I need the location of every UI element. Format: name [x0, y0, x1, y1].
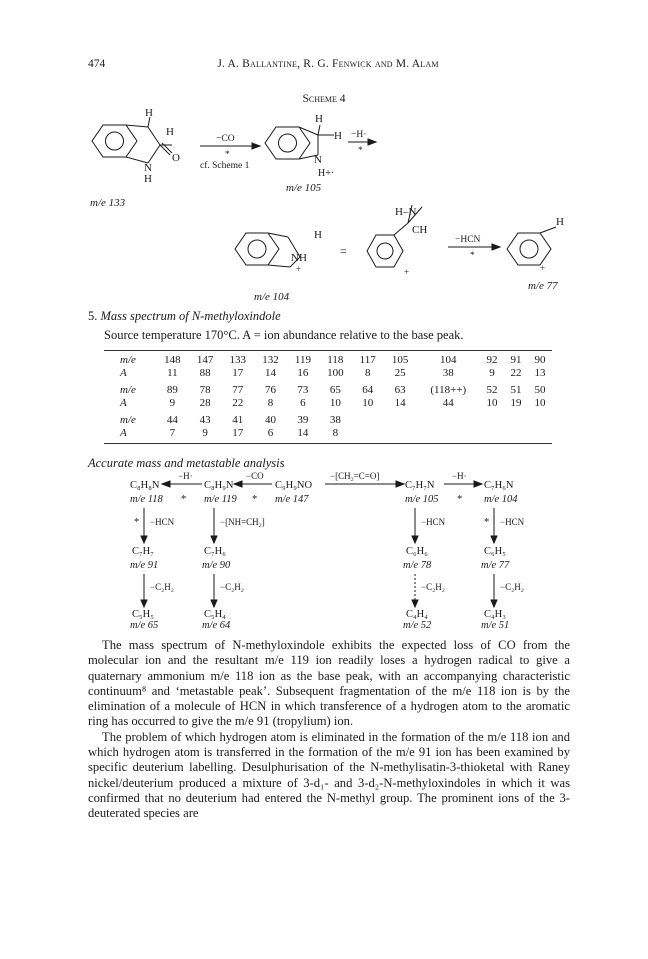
table-cell: 22 [232, 397, 244, 409]
atom-h-plus: H+· [318, 168, 335, 179]
table-cell: 17 [232, 367, 244, 379]
me-77: m/e 77 [481, 560, 510, 571]
paragraph-1: The mass spectrum of N-methyloxindole exhibits the expected loss of CO from the molecular ion and the resultant m/e 119 ion readily loses a hydrogen radical to give a quaternary ammonium m/e 118 ion as the base peak, with an accompanying characteristic continuum⁸ and ‘metastable peak’. Subsequent fragmentation of the m/e 118 ion is by the elimination of a molecule of HCN in which transference of a hydrogen atom to the aromatic ring has occurred to give the m/e 91 (tropylium) ion. [88, 638, 570, 729]
table-cell: 92 [480, 351, 504, 368]
label-minus-h-2: −H· [452, 471, 467, 481]
table-cell: 13 [534, 367, 546, 379]
page-number: 474 [88, 58, 106, 70]
formula-c5h5: C₅H₅ [132, 609, 154, 620]
table-row [104, 427, 552, 444]
atom-h-7: H [556, 216, 564, 228]
table-cell: 14 [287, 427, 319, 444]
table-cell: 10 [362, 397, 374, 409]
label-m77: m/e 77 [528, 280, 558, 292]
me-105: m/e 105 [405, 494, 439, 505]
paragraph-2: The problem of which hydrogen atom is eliminated in the formation of the m/e 118 ion and which hydrogen atom is transferred in the formation of the m/e 91 ion has been examined by specific deuterium labelling. Desulphurisation of the N-methylisatin-3-thioketal with Raney nickel/deuterium produced a mixture of 3-d₁- and 3-d₂-N-methyloxindoles in which it was confirmed that no deuterium had entered the N-methyl group. The prominent ions of the 3-deuterated species are [88, 729, 570, 821]
fragmentation-diagram [0, 470, 648, 630]
label-nhch2: −[NH=CH₂] [220, 517, 265, 527]
row-label: A [120, 367, 127, 379]
me-52: m/e 52 [403, 620, 432, 631]
label-c2h2-1: −C₂H₂ [150, 582, 174, 592]
atom-n-2: N [314, 154, 322, 166]
table-cell: 88 [199, 367, 211, 379]
atom-h-4: H [315, 113, 323, 125]
table-row [104, 351, 552, 368]
table-cell: 147 [189, 351, 222, 368]
star-4: * [134, 517, 140, 528]
table-cell: (118++) [430, 384, 467, 396]
plus-1: + [296, 264, 302, 274]
formula-c4h4: C₄H₄ [406, 609, 428, 620]
arrow1-ref: cf. Scheme 1 [200, 161, 250, 171]
formula-c5h4: C₅H₄ [204, 609, 226, 620]
table-cell: 119 [287, 351, 319, 368]
formula-c7h7: C₇H₇ [132, 546, 154, 557]
table-cell [480, 410, 504, 427]
table-cell: 118 [319, 351, 352, 368]
formula-c8h9n: C₈H₉N [204, 480, 234, 491]
table-cell: 8 [364, 367, 371, 379]
table-cell: 105 [384, 351, 417, 368]
table-cell: 41 [232, 414, 244, 426]
table-cell: 7 [156, 427, 189, 444]
table-cell [416, 410, 480, 427]
table-cell [504, 410, 528, 427]
oxindole-structure [92, 117, 172, 163]
atom-h-3: H [144, 173, 152, 185]
label-m133: m/e 133 [90, 197, 126, 209]
table-cell: 9 [489, 367, 495, 379]
formula-c8h8n: C₈H₈N [130, 480, 160, 491]
me-119: m/e 119 [204, 494, 237, 505]
atom-h-n: H–N [395, 206, 417, 218]
table-cell: 8 [267, 397, 274, 409]
table-cell [480, 427, 504, 444]
phenyl-cation-structure [507, 227, 556, 265]
table-cell: 63 [394, 384, 406, 396]
row-label: m/e [104, 351, 156, 368]
table-row [104, 367, 552, 380]
table-cell: 104 [416, 351, 480, 368]
me-147: m/e 147 [275, 494, 309, 505]
table-cell [504, 427, 528, 444]
accurate-mass-heading: Accurate mass and metastable analysis [88, 456, 285, 470]
table-cell: 6 [254, 427, 287, 444]
label-m105: m/e 105 [286, 182, 322, 194]
table-row [104, 380, 552, 397]
table-cell: 43 [199, 414, 211, 426]
table-cell: 10 [329, 397, 341, 409]
table-cell: 52 [486, 384, 498, 396]
table-cell: 19 [510, 397, 522, 409]
table-cell: 73 [297, 384, 309, 396]
fragmentation-bottom-labels [0, 620, 648, 634]
section-number: 5. [88, 309, 98, 323]
table-row [104, 397, 552, 410]
body-text [88, 638, 570, 822]
table-cell: 9 [169, 397, 176, 409]
formula-c6h6: C₆H₆ [406, 546, 428, 557]
table-cell [352, 410, 384, 427]
table-cell: 65 [329, 384, 341, 396]
label-c2h2-4: −C₂H₂ [500, 582, 524, 592]
atom-h-2: H [166, 126, 174, 138]
table-cell: 22 [510, 367, 522, 379]
label-hcn-2: −HCN [421, 517, 446, 527]
row-label: A [104, 427, 156, 444]
table-cell [528, 410, 552, 427]
table-cell: 39 [297, 414, 309, 426]
table-cell: 10 [486, 397, 498, 409]
table-cell: 78 [199, 384, 211, 396]
table-cell: 6 [300, 397, 306, 409]
me-91: m/e 91 [130, 560, 159, 571]
scheme-4-diagram [0, 105, 648, 310]
table-cell [352, 427, 384, 444]
table-cell: 11 [167, 367, 178, 379]
table-cell [384, 410, 417, 427]
star-3: * [457, 494, 463, 505]
equals-sign: = [340, 244, 347, 258]
arrow2-star: * [358, 146, 363, 156]
label-m104: m/e 104 [254, 291, 290, 303]
arrow3-label: −HCN [455, 235, 481, 245]
me-51: m/e 51 [481, 620, 510, 631]
table-cell: 77 [232, 384, 244, 396]
table-cell: 14 [265, 367, 277, 379]
table-cell: 28 [199, 397, 211, 409]
table-cell: 40 [265, 414, 277, 426]
table-cell: 8 [319, 427, 352, 444]
table-cell: 100 [327, 367, 344, 379]
me-78: m/e 78 [403, 560, 432, 571]
table-cell: 44 [442, 397, 454, 409]
table-cell: 38 [329, 414, 341, 426]
section-heading [88, 309, 281, 324]
me-118: m/e 118 [130, 494, 163, 505]
source-line: Source temperature 170°C. A = ion abundance relative to the base peak. [104, 328, 464, 342]
label-hcn-3: −HCN [500, 517, 525, 527]
table-cell: 10 [534, 397, 546, 409]
scheme-title: Scheme 4 [302, 93, 346, 105]
formula-c4h3: C₄H₃ [484, 609, 506, 620]
formula-c6h5: C₆H₅ [484, 546, 506, 557]
running-head: J. A. Ballantine, R. G. Fenwick and M. Alam [217, 58, 439, 70]
table-cell: 117 [352, 351, 384, 368]
atom-h-6: H [314, 229, 322, 241]
atom-ch: CH [412, 224, 428, 236]
table-cell: 89 [166, 384, 178, 396]
table-cell: 132 [254, 351, 287, 368]
table-cell: 91 [504, 351, 528, 368]
arrow3-star: * [470, 251, 475, 261]
mass-spectrum-table [104, 350, 552, 444]
formula-c9h9no: C₉H₉NO [275, 480, 313, 491]
formula-c7h7n: C₇H₇N [405, 480, 435, 491]
plus-3: + [540, 263, 546, 273]
table-cell: 38 [442, 367, 454, 379]
atom-h-1: H [145, 107, 153, 119]
label-c2h2-3: −C₂H₂ [421, 582, 445, 592]
table-cell: 64 [362, 384, 374, 396]
table-cell [384, 427, 417, 444]
formula-c7h6n: C₇H₆N [484, 480, 514, 491]
arrow1-star: * [225, 150, 230, 160]
table-cell [528, 427, 552, 444]
arrow1-label: −CO [216, 134, 235, 144]
row-label: m/e [120, 384, 136, 396]
table-cell [416, 427, 480, 444]
section-title: Mass spectrum of N-methyloxindole [100, 309, 281, 323]
atom-nh: NH [291, 252, 307, 264]
table-cell: 9 [189, 427, 222, 444]
table-cell: 148 [156, 351, 189, 368]
label-c2h2-2: −C₂H₂ [220, 582, 244, 592]
formula-c7h6: C₇H₆ [204, 546, 226, 557]
arrow2-label: −H· [351, 130, 367, 140]
table-cell: 51 [510, 384, 522, 396]
row-label: A [120, 397, 127, 409]
label-minus-co: −CO [246, 471, 264, 481]
me-64: m/e 64 [202, 620, 231, 631]
star-1: * [181, 494, 187, 505]
plus-2: + [404, 267, 410, 277]
label-minus-ketene: −[CH₂=C=O] [330, 471, 380, 481]
me-65: m/e 65 [130, 620, 159, 631]
table-cell: 16 [297, 367, 309, 379]
table-cell: 50 [534, 384, 546, 396]
atom-o-1: O [172, 152, 180, 164]
table-cell: 44 [166, 414, 178, 426]
atom-n-1: N [144, 162, 152, 174]
table-cell: 90 [528, 351, 552, 368]
table-cell: 76 [265, 384, 277, 396]
table-cell: 14 [394, 397, 406, 409]
star-2: * [252, 494, 258, 505]
table-cell: 25 [394, 367, 406, 379]
label-hcn-1: −HCN [150, 517, 175, 527]
me-90: m/e 90 [202, 560, 231, 571]
table-cell: 133 [221, 351, 254, 368]
row-label: m/e [120, 414, 136, 426]
me-104: m/e 104 [484, 494, 518, 505]
cation-105-structure [265, 125, 334, 159]
table-row [104, 410, 552, 427]
table-cell: 17 [221, 427, 254, 444]
atom-h-5: H [334, 130, 342, 142]
star-5: * [484, 517, 490, 528]
label-minus-h-1: −H· [178, 471, 193, 481]
